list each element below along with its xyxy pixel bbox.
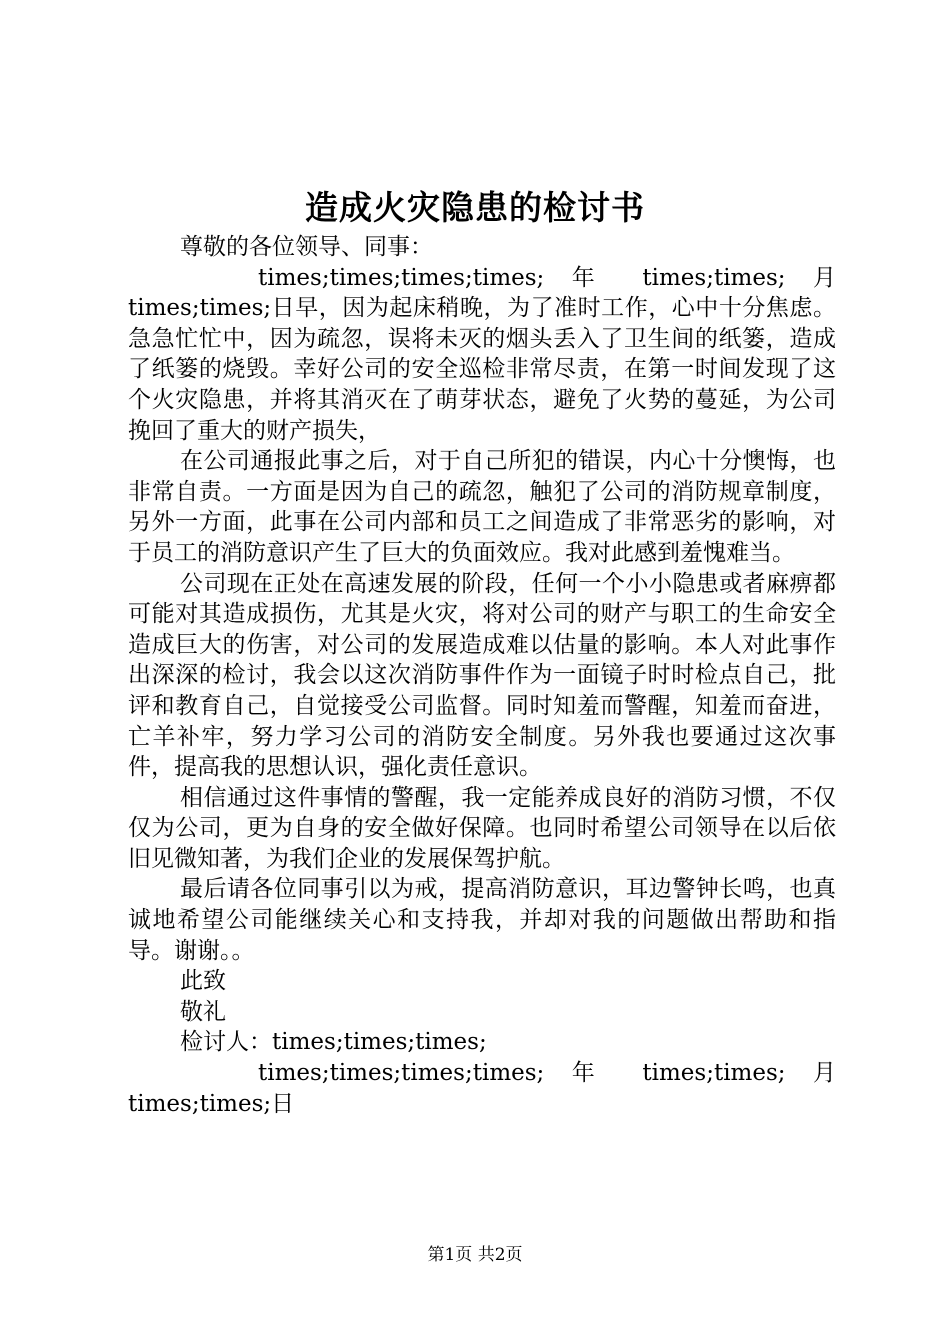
closing-regards: 敬礼 — [180, 998, 226, 1025]
paragraph-5: 最后请各位同事引以为戒，提高消防意识，耳边警钟长鸣，也真诚地希望公司能继续关心和支持我，并却对我的问题做出帮助和指导。谢谢。。 — [128, 876, 836, 964]
paragraph-1: times;times;times;times; 年 times;times; 月times;times;日早，因为起床稍晚，为了准时工作，心中十分焦虑。急急忙忙中，因为疏忽，误将未灭的烟头丢入了卫生间的纸篓，造成了纸篓的烧毁。幸好公司的安全巡检非常尽责，在第一时间发现了这个火灾隐患，并将其消灭在了萌芽状态，避免了火势的蔓延，为公司挽回了重大的财产损失， — [128, 264, 836, 444]
document-title: 造成火灾隐患的检讨书 — [305, 188, 645, 227]
signer-line: 检讨人：times;times;times; — [180, 1029, 487, 1056]
closing-salute: 此致 — [180, 968, 226, 995]
paragraph-3: 公司现在正处在高速发展的阶段，任何一个小小隐患或者麻痹都可能对其造成损伤，尤其是火灾，将对公司的财产与职工的生命安全造成巨大的伤害，对公司的发展造成难以估量的影响。本人对此事作出深深的检讨，我会以这次消防事件作为一面镜子时时检点自己，批评和教育自己，自觉接受公司监督。同时知羞而警醒，知羞而奋进，亡羊补牢，努力学习公司的消防安全制度。另外我也要通过这次事件，提高我的思想认识，强化责任意识。 — [128, 570, 836, 781]
paragraph-4: 相信通过这件事情的警醒，我一定能养成良好的消防习惯，不仅仅为公司，更为自身的安全做好保障。也同时希望公司领导在以后依旧见微知著，为我们企业的发展保驾护航。 — [128, 784, 836, 872]
date-line: times;times;times;times; 年 times;times; 月times;times;日 — [128, 1060, 836, 1117]
page-number-footer: 第1页 共2页 — [427, 1245, 523, 1265]
salutation: 尊敬的各位领导、同事： — [180, 234, 433, 260]
document-body — [128, 232, 836, 1119]
paragraph-2: 在公司通报此事之后，对于自己所犯的错误，内心十分懊悔，也非常自责。一方面是因为自己的疏忽，触犯了公司的消防规章制度，另外一方面，此事在公司内部和员工之间造成了非常恶劣的影响，对于员工的消防意识产生了巨大的负面效应。我对此感到羞愧难当。 — [128, 448, 836, 566]
